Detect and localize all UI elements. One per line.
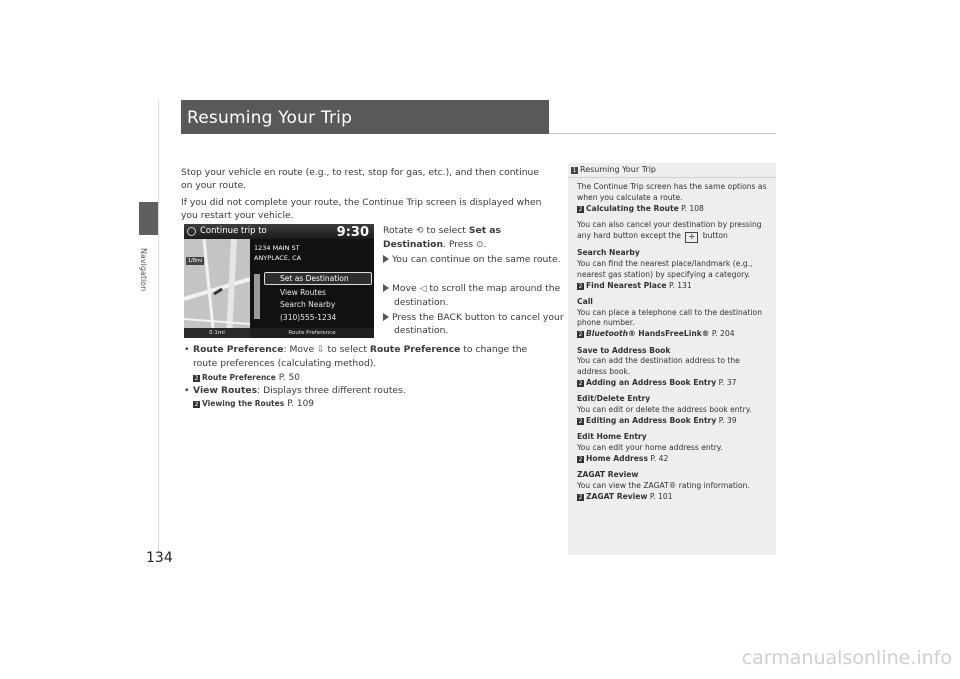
reference-icon: 2 <box>578 282 583 290</box>
reference-icon: 2 <box>578 379 583 387</box>
title-rule <box>549 133 776 134</box>
bullet-route-preference: • Route Preference: Move ⇩ to select Route Preference to change the route preferences (calculating method). 2 Route Preference P. 50 <box>184 344 528 383</box>
section-label: Navigation <box>139 248 148 292</box>
reference-icon: 2 <box>578 205 583 213</box>
screen-title: Continue trip to <box>200 226 267 236</box>
note-icon: 1 <box>572 167 577 174</box>
map-scale-badge: 1/8mi <box>187 258 203 264</box>
move-down-icon: ⇩ <box>317 345 325 355</box>
reference-icon: 2 <box>578 417 583 425</box>
continue-trip-screen <box>184 224 374 338</box>
map-roads <box>184 239 250 338</box>
result-arrow-icon <box>383 313 389 321</box>
ref-route-preference[interactable]: Route Preference <box>202 373 276 382</box>
result-arrow-icon <box>383 284 389 292</box>
reference-icon: 2 <box>578 493 583 501</box>
step-sub2: Move ◁ to scroll the map around the destination. <box>383 282 564 309</box>
ref-viewing-routes[interactable]: Viewing the Routes <box>202 399 285 408</box>
note-rule <box>568 177 776 178</box>
reference-icon: 2 <box>194 375 199 382</box>
scroll-bar[interactable] <box>254 274 260 319</box>
reference-icon: 2 <box>578 455 583 463</box>
watermark: carmanualsonline.info <box>741 647 952 669</box>
title-bar <box>181 100 549 134</box>
interface-dial-icon: ⟲ <box>416 226 424 236</box>
page-number: 134 <box>146 550 173 566</box>
step-sub1: You can continue on the same route. <box>383 253 564 266</box>
step-sub3: Press the BACK button to cancel your destination. <box>383 311 564 337</box>
page-divider <box>158 100 159 555</box>
note-body: The Continue Trip screen has the same options as when you calculate a route. 2 Calculating the Route P. 108 You can also cancel your destination by pressing any hard button except the ✛ button Search Nearby You can find the nearest place/landmark (e.g., nearest gas station) by specifying a category. 2 Find Nearest Place P. 131 Call You can place a telephone call to the destination phone number. 2 Bluetooth® HandsFreeLink® P. 204 Save to Address Book You can add the destination address to the address book. 2 Adding an Address Book Entry P. 37 Edit/Delete Entry You can edit or delete the address book entry. 2 Editing an Address Book Entry P. 39 Edit Home Entry You can edit your home address entry. 2 Home Address P. 42 ZAGAT Review You can view the ZAGAT® rating information. 2 ZAGAT Review P. 101 <box>577 182 767 501</box>
screen-menu <box>264 272 372 324</box>
route-preference-tab[interactable]: Route Preference <box>250 328 374 338</box>
clock: 9:30 <box>336 225 369 240</box>
address-line-1: 1234 MAIN ST <box>254 244 300 252</box>
enter-icon: ⊙ <box>475 240 484 250</box>
back-icon[interactable] <box>187 227 196 236</box>
map-view <box>184 239 250 338</box>
menu-view-routes[interactable]: View Routes <box>280 287 326 297</box>
step-rotate: Rotate ⟲ to select Set as Destination. Press ⊙. <box>383 225 501 250</box>
hard-button-icon: ✛ <box>685 232 698 243</box>
move-icon: ◁ <box>419 284 427 294</box>
menu-call[interactable]: (310)555-1234 <box>280 312 337 322</box>
note-header: 1 Resuming Your Trip <box>572 165 656 174</box>
bullet-view-routes: • View Routes: Displays three different routes. 2 Viewing the Routes P. 109 <box>184 385 406 409</box>
destination-address <box>254 243 301 263</box>
intro-p1: Stop your vehicle en route (e.g., to rest, stop for gas, etc.), and then continue on your route. <box>181 167 540 191</box>
menu-search-nearby[interactable]: Search Nearby <box>280 300 336 309</box>
intro-p2: If you did not complete your route, the Continue Trip screen is displayed when you restart your vehicle. <box>181 197 542 221</box>
map-scale: 0.1mi <box>184 328 250 338</box>
result-arrow-icon <box>383 255 389 263</box>
reference-icon: 2 <box>578 331 583 339</box>
reference-icon: 2 <box>194 401 199 408</box>
menu-set-as-destination[interactable]: Set as Destination <box>264 272 372 285</box>
section-tab <box>139 202 158 235</box>
address-line-2: ANYPLACE, CA <box>254 254 302 262</box>
page-title: Resuming Your Trip <box>187 108 353 128</box>
